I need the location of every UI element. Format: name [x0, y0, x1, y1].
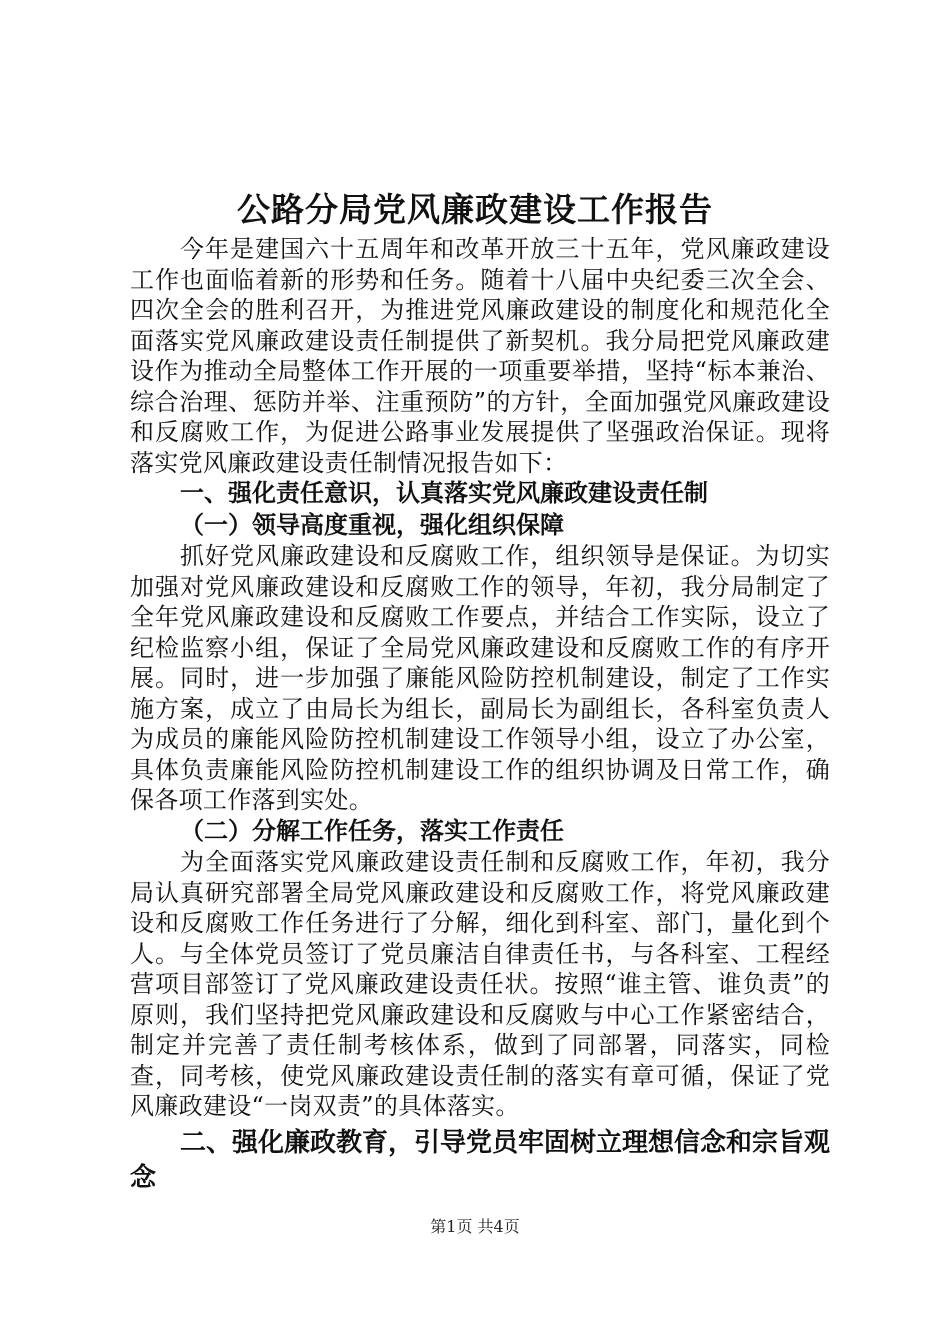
paragraph-responsibility: 为全面落实党风廉政建设责任制和反腐败工作，年初，我分局认真研究部署全局党风廉政建设和反腐败工作，将党风廉政建设和反腐败工作任务进行了分解，细化到科室、部门，量化到个人。与全体党员签订了党员廉洁自律责任书，与各科室、工程经营项目部签订了党风廉政建设责任状。按照“谁主管、谁负责”的原则，我们坚持把党风廉政建设和反腐败与中心工作紧密结合，制定并完善了责任制考核体系，做到了同部署，同落实，同检查，同考核，使党风廉政建设责任制的落实有章可循，保证了党风廉政建设“一岗双责”的具体落实。 — [130, 848, 830, 1120]
document-title: 公路分局党风廉政建设工作报告 — [237, 190, 713, 229]
subsection-heading-1-2: （二）分解工作任务，落实工作责任 — [180, 816, 564, 845]
section-heading-2: 二、强化廉政教育，引导党员牢固树立理想信念和宗旨观念 — [130, 1127, 831, 1193]
section-heading-1: 一、强化责任意识，认真落实党风廉政建设责任制 — [180, 479, 708, 507]
paragraph-intro: 今年是建国六十五周年和改革开放三十五年，党风廉政建设工作也面临着新的形势和任务。随着十八届中央纪委三次全会、四次全会的胜利召开，为推进党风廉政建设的制度化和规范化全面落实党风廉政建设责任制提供了新契机。我分局把党风廉政建设作为推动全局整体工作开展的一项重要举措，坚持“标本兼治、综合治理、惩防并举、注重预防”的方针，全面加强党风廉政建设和反腐败工作，为促进公路事业发展提供了坚强政治保证。现将落实党风廉政建设责任制情况报告如下： — [130, 235, 830, 477]
document-body — [130, 234, 830, 1196]
paragraph-leadership: 抓好党风廉政建设和反腐败工作，组织领导是保证。为切实加强对党风廉政建设和反腐败工作的领导，年初，我分局制定了全年党风廉政建设和反腐败工作要点，并结合工作实际，设立了纪检监察小组，保证了全局党风廉政建设和反腐败工作的有序开展。同时，进一步加强了廉能风险防控机制建设，制定了工作实施方案，成立了由局长为组长，副局长为副组长，各科室负责人为成员的廉能风险防控机制建设工作领导小组，设立了办公室，具体负责廉能风险防控机制建设工作的组织协调及日常工作，确保各项工作落到实处。 — [130, 542, 830, 814]
page-number-footer: 第1页 共4页 — [430, 1217, 520, 1236]
subsection-heading-1-1: （一）领导高度重视，强化组织保障 — [180, 510, 564, 539]
